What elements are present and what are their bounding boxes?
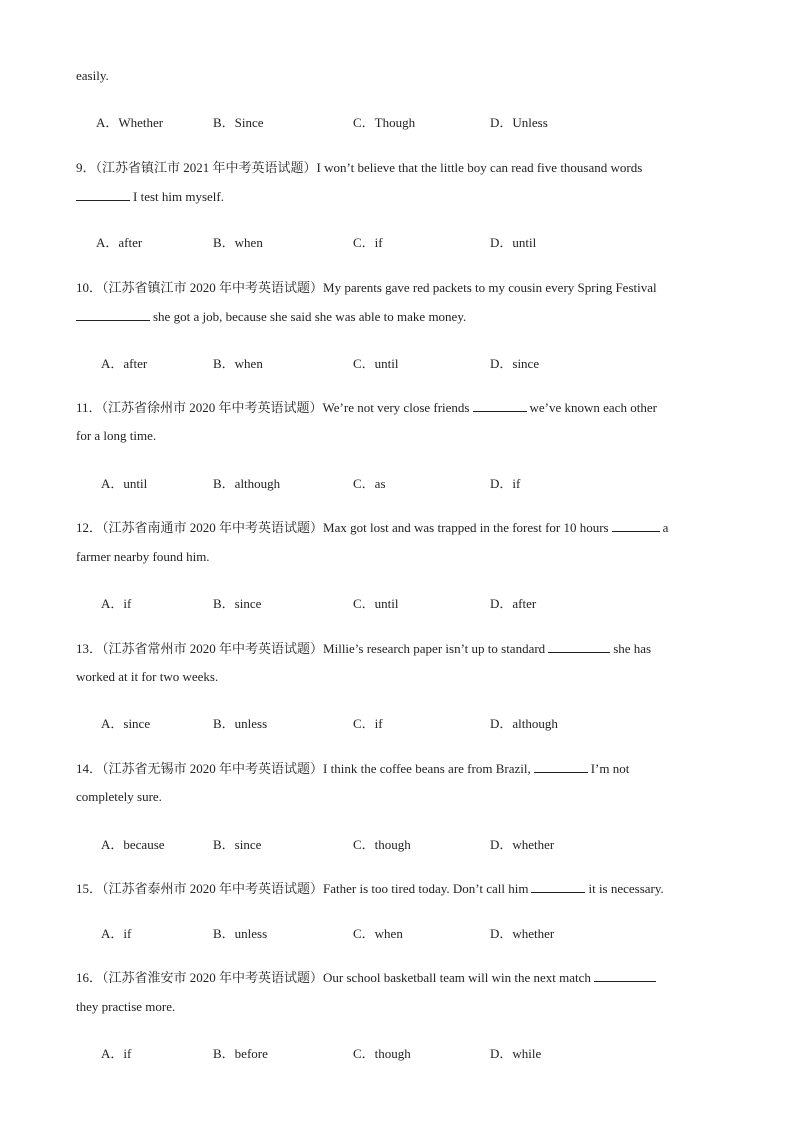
option-c: C．when — [353, 926, 403, 941]
option-b: B．since — [213, 596, 262, 611]
question-14-line2: completely sure. — [76, 789, 162, 804]
question-number: 16． — [76, 970, 103, 985]
question-number: 12． — [76, 520, 103, 535]
question-source: （江苏省镇江市 2020 年中考英语试题） — [102, 280, 324, 295]
question-text: I think the coffee beans are from Brazil, — [323, 761, 531, 776]
question-11-line2: for a long time. — [76, 428, 157, 443]
option-d: D．since — [490, 356, 540, 371]
question-12-line2: farmer nearby found him. — [76, 549, 210, 564]
question-12 — [76, 517, 668, 536]
question-10-line2 — [76, 308, 466, 325]
question-text: I won’t believe that the little boy can read five thousand words — [316, 160, 643, 175]
option-a: A．after — [96, 235, 143, 250]
option-d: D．while — [490, 1046, 542, 1061]
option-d: D．until — [490, 235, 537, 250]
question-text: Max got lost and was trapped in the forest for 10 hours — [323, 520, 609, 535]
option-b: B．since — [213, 837, 262, 852]
option-b: B．unless — [213, 926, 268, 941]
question-text-after: I’m not — [590, 761, 630, 776]
option-d: D．after — [490, 596, 537, 611]
question-13 — [76, 638, 651, 657]
option-d: D．although — [490, 716, 558, 731]
option-b: B．unless — [213, 716, 268, 731]
question-source: （江苏省泰州市 2020 年中考英语试题） — [102, 881, 324, 896]
question-text: Father is too tired today. Don’t call him — [323, 881, 529, 896]
option-c: C．until — [353, 356, 399, 371]
question-text: Millie’s research paper isn’t up to standard — [323, 641, 546, 656]
answer-blank — [76, 188, 130, 201]
question-13-options — [0, 713, 794, 731]
option-c: C．as — [353, 476, 386, 491]
option-a: A．because — [101, 837, 165, 852]
question-number: 11． — [76, 400, 102, 415]
option-c: C．until — [353, 596, 399, 611]
option-a: A．if — [101, 1046, 132, 1061]
question-16 — [76, 967, 659, 986]
question-source: （江苏省无锡市 2020 年中考英语试题） — [102, 761, 324, 776]
option-a: A．until — [101, 476, 148, 491]
answer-blank — [473, 399, 527, 412]
question-9-options — [0, 232, 794, 250]
question-source: （江苏省徐州市 2020 年中考英语试题） — [101, 400, 323, 415]
option-d: D．if — [490, 476, 521, 491]
question-11-options — [0, 473, 794, 491]
question-11 — [76, 397, 657, 416]
question-number: 10． — [76, 280, 103, 295]
option-b: B．although — [213, 476, 281, 491]
question-source: （江苏省南通市 2020 年中考英语试题） — [102, 520, 324, 535]
answer-blank — [76, 308, 150, 321]
option-c: C．though — [353, 837, 411, 852]
question-text-cont: I test him myself. — [133, 189, 224, 204]
option-a: A．Whether — [96, 115, 164, 130]
question-8-options — [0, 112, 794, 130]
question-text-after: we’ve known each other — [529, 400, 657, 415]
option-c: C．if — [353, 235, 383, 250]
option-a: A．if — [101, 926, 132, 941]
answer-blank — [548, 640, 610, 653]
option-b: B．Since — [213, 115, 264, 130]
answer-blank — [594, 969, 656, 982]
question-14 — [76, 758, 629, 777]
question-source: （江苏省常州市 2020 年中考英语试题） — [102, 641, 324, 656]
question-14-options — [0, 834, 794, 852]
question-15 — [76, 878, 664, 897]
question-16-options — [0, 1043, 794, 1061]
option-b: B．when — [213, 356, 263, 371]
option-b: B．before — [213, 1046, 268, 1061]
question-number: 9． — [76, 160, 96, 175]
question-15-options — [0, 923, 794, 941]
question-text: My parents gave red packets to my cousin every Spring Festival — [323, 280, 657, 295]
option-d: D．Unless — [490, 115, 548, 130]
question-source: （江苏省淮安市 2020 年中考英语试题） — [102, 970, 324, 985]
option-c: C．Though — [353, 115, 416, 130]
question-text-after: a — [662, 520, 669, 535]
option-a: A．if — [101, 596, 132, 611]
question-text-cont: she got a job, because she said she was able to make money. — [153, 309, 467, 324]
question-8-fragment: easily. — [76, 68, 109, 83]
option-a: A．after — [101, 356, 148, 371]
question-number: 14． — [76, 761, 103, 776]
option-c: C．if — [353, 716, 383, 731]
option-d: D．whether — [490, 837, 555, 852]
question-9 — [76, 157, 642, 176]
option-c: C．though — [353, 1046, 411, 1061]
question-number: 15． — [76, 881, 103, 896]
question-text: We’re not very close friends — [322, 400, 470, 415]
question-number: 13． — [76, 641, 103, 656]
question-9-line2 — [76, 188, 224, 205]
question-text-after: it is necessary. — [588, 881, 664, 896]
question-10-options — [0, 353, 794, 371]
question-10 — [76, 277, 657, 296]
question-text-after: she has — [613, 641, 652, 656]
question-13-line2: worked at it for two weeks. — [76, 669, 219, 684]
answer-blank — [612, 519, 660, 532]
question-12-options — [0, 593, 794, 611]
answer-blank — [531, 880, 585, 893]
option-d: D．whether — [490, 926, 555, 941]
option-b: B．when — [213, 235, 263, 250]
question-text: Our school basketball team will win the next match — [323, 970, 591, 985]
question-source: （江苏省镇江市 2021 年中考英语试题） — [95, 160, 317, 175]
answer-blank — [534, 760, 588, 773]
question-16-line2: they practise more. — [76, 999, 176, 1014]
option-a: A．since — [101, 716, 151, 731]
